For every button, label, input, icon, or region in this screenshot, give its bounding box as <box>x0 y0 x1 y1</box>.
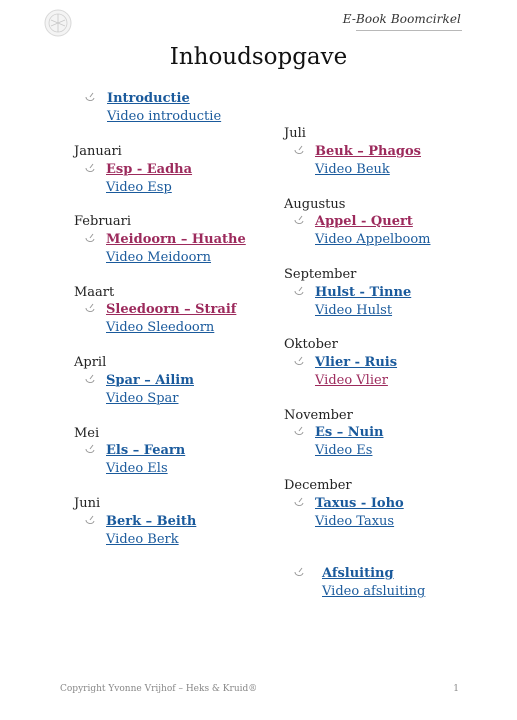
month-februari: Februari <box>74 214 132 229</box>
page-title: Inhoudsopgave <box>169 44 348 70</box>
chapter-link-meidoorn[interactable]: Meidoorn – Huathe <box>106 232 246 247</box>
chapter-link-sleedoorn[interactable]: Sleedoorn – Straif <box>106 302 237 317</box>
chapter-link-vlier[interactable]: Vlier - Ruis <box>315 355 398 370</box>
month-oktober: Oktober <box>284 337 338 352</box>
chapter-link-es[interactable]: Es – Nuin <box>315 425 384 440</box>
month-december: December <box>284 478 352 493</box>
video-link-els[interactable]: Video Els <box>106 461 168 476</box>
header-divider <box>356 30 462 31</box>
bullet-icon <box>293 567 305 579</box>
bullet-icon <box>293 497 305 509</box>
month-juni: Juni <box>74 496 101 511</box>
chapter-link-esp[interactable]: Esp - Eadha <box>106 162 193 177</box>
video-link-beuk[interactable]: Video Beuk <box>315 162 390 177</box>
chapter-link-taxus[interactable]: Taxus - Ioho <box>315 496 404 511</box>
video-link-meidoorn[interactable]: Video Meidoorn <box>106 250 212 265</box>
chapter-link-introductie[interactable]: Introductie <box>107 91 190 106</box>
bullet-icon <box>293 145 305 157</box>
video-link-spar[interactable]: Video Spar <box>106 391 179 406</box>
chapter-link-berk[interactable]: Berk – Beith <box>106 514 197 529</box>
video-link-hulst[interactable]: Video Hulst <box>315 303 393 318</box>
chapter-link-beuk[interactable]: Beuk – Phagos <box>315 144 421 159</box>
chapter-link-hulst[interactable]: Hulst - Tinne <box>315 285 412 300</box>
bullet-icon <box>293 356 305 368</box>
video-link-sleedoorn[interactable]: Video Sleedoorn <box>106 320 215 335</box>
bullet-icon <box>293 215 305 227</box>
video-link-afsluiting[interactable]: Video afsluiting <box>322 584 426 599</box>
video-link-berk[interactable]: Video Berk <box>106 532 179 547</box>
video-link-appelboom[interactable]: Video Appelboom <box>315 232 431 247</box>
month-juli: Juli <box>284 126 306 141</box>
video-link-esp[interactable]: Video Esp <box>106 180 172 195</box>
month-maart: Maart <box>74 285 115 300</box>
month-januari: Januari <box>74 144 122 159</box>
month-april: April <box>74 355 107 370</box>
bullet-icon <box>293 426 305 438</box>
copyright-footer: Copyright Yvonne Vrijhof – Heks & Kruid® <box>60 684 258 694</box>
bullet-icon <box>84 233 96 245</box>
video-link-es[interactable]: Video Es <box>315 443 373 458</box>
bullet-icon <box>84 444 96 456</box>
bullet-icon <box>84 303 96 315</box>
chapter-link-afsluiting[interactable]: Afsluiting <box>322 566 394 581</box>
chapter-link-appel[interactable]: Appel - Quert <box>315 214 413 229</box>
ebook-title: E-Book Boomcirkel <box>342 12 461 26</box>
video-link-vlier[interactable]: Video Vlier <box>315 373 388 388</box>
bullet-icon <box>84 92 96 104</box>
month-augustus: Augustus <box>284 197 346 212</box>
video-link-taxus[interactable]: Video Taxus <box>315 514 395 529</box>
month-mei: Mei <box>74 426 100 441</box>
month-september: September <box>284 267 357 282</box>
bullet-icon <box>84 515 96 527</box>
logo-icon <box>43 8 73 38</box>
page-number: 1 <box>453 684 459 694</box>
chapter-link-els[interactable]: Els – Fearn <box>106 443 186 458</box>
bullet-icon <box>293 286 305 298</box>
month-november: November <box>284 408 353 423</box>
bullet-icon <box>84 374 96 386</box>
chapter-link-spar[interactable]: Spar – Ailim <box>106 373 194 388</box>
video-link-introductie[interactable]: Video introductie <box>107 109 222 124</box>
bullet-icon <box>84 163 96 175</box>
